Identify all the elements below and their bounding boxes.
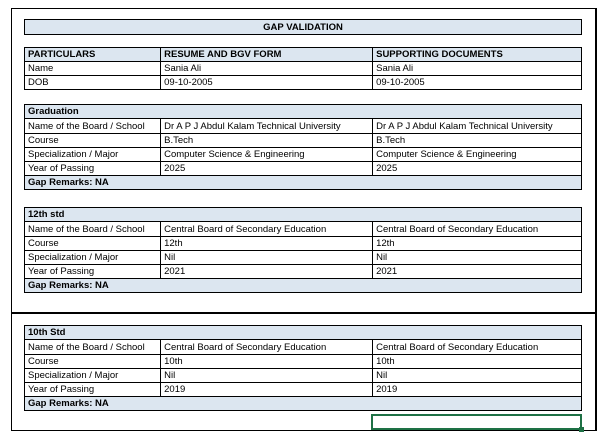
cell-resume[interactable]: 09-10-2005 [161, 76, 373, 90]
section-title[interactable]: 10th Std [25, 326, 582, 340]
cell-docs[interactable]: Nil [373, 369, 582, 383]
table-row [25, 162, 582, 176]
cell-docs[interactable]: Central Board of Secondary Education [373, 222, 582, 237]
cell-docs[interactable]: 09-10-2005 [373, 76, 582, 90]
cell-docs[interactable]: B.Tech [373, 134, 582, 148]
cell-docs[interactable]: Sania Ali [373, 62, 582, 76]
cell-label[interactable]: Name of the Board / School [25, 340, 161, 355]
table-row [25, 265, 582, 279]
cell-resume[interactable]: 12th [161, 237, 373, 251]
title-table [24, 19, 582, 35]
cell-label[interactable]: Name [25, 62, 161, 76]
cell-label[interactable]: Year of Passing [25, 265, 161, 279]
table-row [25, 222, 582, 237]
table-row [25, 369, 582, 383]
cell-docs[interactable]: 2025 [373, 162, 582, 176]
header-supporting[interactable]: SUPPORTING DOCUMENTS [373, 48, 582, 62]
table-row [25, 355, 582, 369]
table-row [25, 62, 582, 76]
cell-docs[interactable]: Computer Science & Engineering [373, 148, 582, 162]
table-row [25, 340, 582, 355]
cell-docs[interactable]: Dr A P J Abdul Kalam Technical University [373, 119, 582, 134]
header-resume[interactable]: RESUME AND BGV FORM [161, 48, 373, 62]
table-row [25, 237, 582, 251]
cell-label[interactable]: Specialization / Major [25, 369, 161, 383]
page-title[interactable]: GAP VALIDATION [25, 20, 582, 35]
gap-remarks[interactable]: Gap Remarks: NA [25, 176, 582, 190]
gap-remarks[interactable]: Gap Remarks: NA [25, 397, 582, 411]
cell-resume[interactable]: B.Tech [161, 134, 373, 148]
section-title[interactable]: Graduation [25, 105, 582, 119]
cell-docs[interactable]: 10th [373, 355, 582, 369]
cell-label[interactable]: Specialization / Major [25, 148, 161, 162]
cell-resume[interactable]: 2019 [161, 383, 373, 397]
cell-docs[interactable]: 2021 [373, 265, 582, 279]
cell-label[interactable]: Course [25, 134, 161, 148]
table-row [25, 251, 582, 265]
frame-top-border [11, 8, 596, 9]
cell-resume[interactable]: 2025 [161, 162, 373, 176]
frame-bottom-border [11, 430, 596, 431]
cell-docs[interactable]: Central Board of Secondary Education [373, 340, 582, 355]
cell-label[interactable]: Year of Passing [25, 162, 161, 176]
personal-table [24, 47, 582, 90]
table-row [25, 134, 582, 148]
cell-resume[interactable]: Central Board of Secondary Education [161, 222, 373, 237]
cell-resume[interactable]: Dr A P J Abdul Kalam Technical University [161, 119, 373, 134]
section-title[interactable]: 12th std [25, 208, 582, 222]
cell-label[interactable]: Specialization / Major [25, 251, 161, 265]
cell-label[interactable]: DOB [25, 76, 161, 90]
tenth-table [24, 325, 582, 411]
table-row [25, 383, 582, 397]
gap-remarks[interactable]: Gap Remarks: NA [25, 279, 582, 293]
cell-label[interactable]: Name of the Board / School [25, 222, 161, 237]
cell-resume[interactable]: Central Board of Secondary Education [161, 340, 373, 355]
cell-docs[interactable]: 12th [373, 237, 582, 251]
cell-label[interactable]: Name of the Board / School [25, 119, 161, 134]
header-particulars[interactable]: PARTICULARS [25, 48, 161, 62]
selected-cell[interactable] [371, 414, 582, 430]
cell-label[interactable]: Year of Passing [25, 383, 161, 397]
table-row [25, 76, 582, 90]
cell-resume[interactable]: Sania Ali [161, 62, 373, 76]
cell-label[interactable]: Course [25, 237, 161, 251]
cell-resume[interactable]: Nil [161, 251, 373, 265]
cell-resume[interactable]: Computer Science & Engineering [161, 148, 373, 162]
cell-label[interactable]: Course [25, 355, 161, 369]
graduation-table [24, 104, 582, 190]
cell-resume[interactable]: 2021 [161, 265, 373, 279]
twelfth-table [24, 207, 582, 293]
cell-docs[interactable]: 2019 [373, 383, 582, 397]
table-row [25, 119, 582, 134]
cell-resume[interactable]: 10th [161, 355, 373, 369]
cell-resume[interactable]: Nil [161, 369, 373, 383]
page-break-line [11, 312, 596, 314]
cell-docs[interactable]: Nil [373, 251, 582, 265]
table-row [25, 148, 582, 162]
